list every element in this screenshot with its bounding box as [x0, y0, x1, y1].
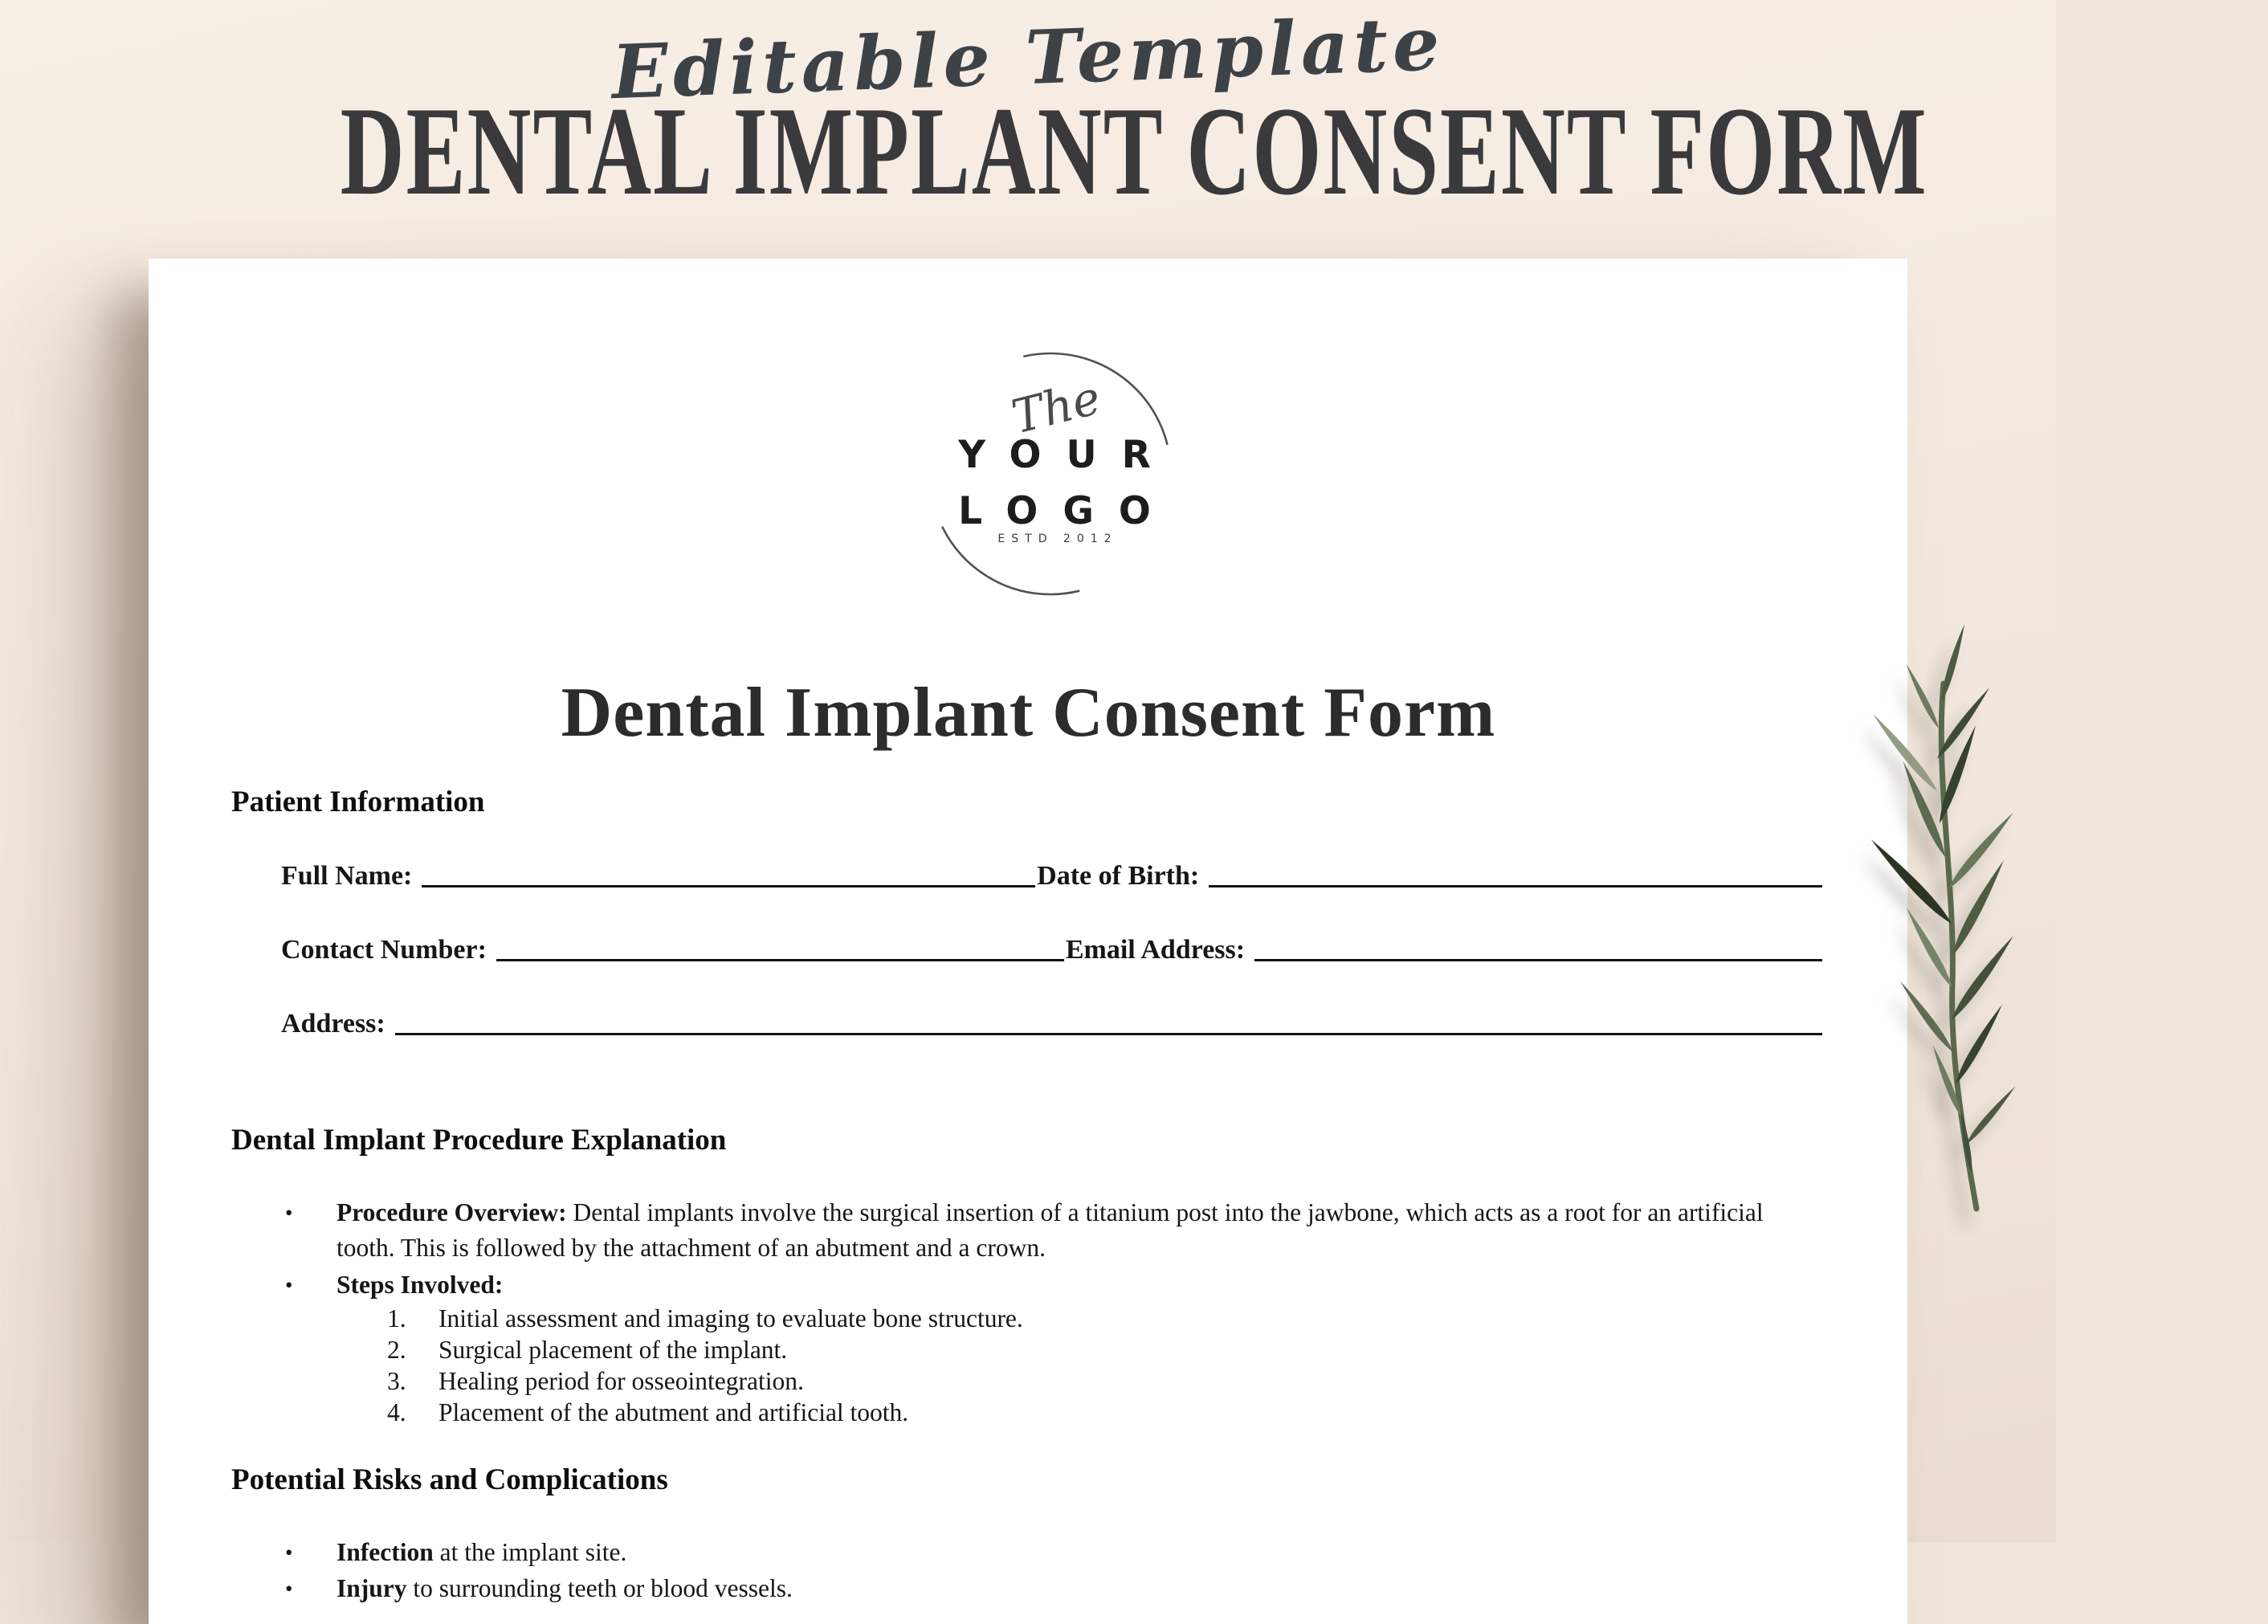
field-label-address: Address:	[281, 1009, 385, 1038]
logo	[918, 349, 1191, 622]
step-text: Initial assessment and imaging to evaluate bone structure.	[439, 1304, 1023, 1333]
bullet-steps-involved	[285, 1267, 1825, 1303]
banner	[0, 0, 2056, 222]
numbered-step-4	[387, 1397, 1825, 1428]
numbered-step-2	[387, 1334, 1825, 1365]
logo-word-your: YOUR	[958, 433, 1176, 477]
bullet-body-text: Dental implants involve the surgical insertion of a titanium post into the jawbone, which acts as a root for an artificial tooth. This is followed by the attachment of an abutment and a crown.	[337, 1198, 1764, 1263]
step-number: 3.	[387, 1367, 406, 1396]
field-label-full-name: Full Name:	[281, 861, 413, 891]
logo-estd-text: ESTD 2012	[997, 532, 1118, 545]
editable-template-script-text: Editable Template	[610, 0, 1446, 116]
logo-word-logo: LOGO	[958, 489, 1176, 533]
numbered-step-1	[387, 1303, 1825, 1334]
field-label-contact-number: Contact Number:	[281, 935, 487, 965]
section-heading-patient-information: Patient Information	[231, 785, 485, 819]
field-line-address	[395, 1009, 1822, 1035]
step-text: Placement of the abutment and artificial tooth.	[439, 1398, 909, 1427]
form-row-name-dob	[281, 855, 1825, 891]
bullet-icon: •	[285, 1273, 293, 1298]
bullet-icon: •	[285, 1201, 293, 1226]
bullet-icon: •	[285, 1577, 293, 1602]
step-number: 2.	[387, 1336, 406, 1365]
section-heading-procedure-explanation: Dental Implant Procedure Explanation	[231, 1124, 727, 1157]
bullet-body-text: to surrounding teeth or blood vessels.	[406, 1574, 793, 1603]
banner-heading: DENTAL IMPLANT CONSENT FORM	[340, 81, 1928, 222]
step-text: Healing period for osseointegration.	[439, 1367, 804, 1396]
step-text: Surgical placement of the implant.	[439, 1336, 788, 1365]
numbered-step-3	[387, 1365, 1825, 1397]
document-page	[149, 259, 1907, 1624]
bullet-lead-text: Procedure Overview:	[337, 1198, 567, 1227]
form-row-contact-email	[281, 929, 1825, 965]
section-heading-risks: Potential Risks and Complications	[231, 1463, 668, 1497]
bullet-icon: •	[285, 1540, 293, 1565]
field-line-email-address	[1254, 935, 1822, 961]
field-line-date-of-birth	[1209, 861, 1822, 887]
logo-script-word: The	[1006, 369, 1106, 445]
bullet-body-text: at the implant site.	[433, 1538, 627, 1567]
rosemary-sprig-image	[1835, 679, 2028, 1217]
step-number: 1.	[387, 1304, 406, 1333]
step-number: 4.	[387, 1398, 406, 1427]
field-label-date-of-birth: Date of Birth:	[1037, 861, 1200, 891]
field-line-contact-number	[496, 935, 1064, 961]
bullet-risk-injury	[285, 1571, 1825, 1606]
field-line-full-name	[422, 861, 1035, 887]
bullet-risk-infection	[285, 1535, 1825, 1570]
document-title: Dental Implant Consent Form	[561, 674, 1496, 752]
bullet-lead-text: Injury	[337, 1574, 407, 1603]
form-row-address	[281, 1003, 1825, 1038]
bullet-lead-text: Infection	[337, 1538, 434, 1567]
bullet-procedure-overview	[285, 1195, 1825, 1266]
bullet-lead-text: Steps Involved:	[337, 1271, 504, 1300]
field-label-email-address: Email Address:	[1065, 935, 1246, 965]
